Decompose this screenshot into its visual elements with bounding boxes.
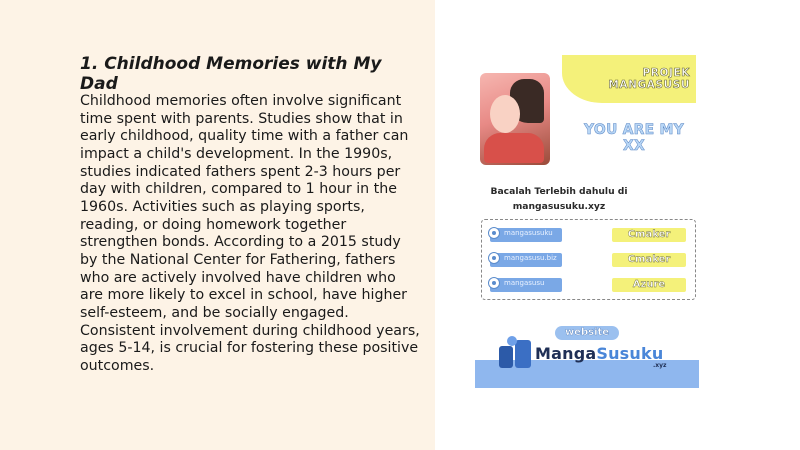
link-row <box>482 275 697 295</box>
site-link-button[interactable] <box>490 278 562 292</box>
mirror-link-button[interactable]: Cmaker <box>612 228 686 242</box>
site-link-label: mangasusuku <box>504 229 553 237</box>
read-first-notice <box>479 184 639 214</box>
banner-title-line1: PROJEK <box>642 67 690 79</box>
site-link-button[interactable] <box>490 253 562 267</box>
logo-name-dark: Manga <box>535 344 597 363</box>
globe-icon <box>488 227 500 239</box>
banner-title <box>580 67 690 91</box>
logo-wordmark <box>535 344 663 363</box>
site-link-button[interactable] <box>490 228 562 242</box>
read-first-line1: Bacalah Terlebih dahulu di <box>490 186 628 197</box>
read-first-line2: mangasusuku.xyz <box>512 201 606 212</box>
globe-icon <box>488 277 500 289</box>
site-link-label: mangasusu <box>504 279 545 287</box>
mirror-link-button[interactable]: Azure <box>612 278 686 292</box>
logo-name-light: Susuku <box>596 344 664 363</box>
logo-suffix: .xyz <box>653 362 667 369</box>
article-heading: 1. Childhood Memories with My Dad <box>80 54 382 94</box>
mirror-link-button[interactable]: Cmaker <box>612 253 686 267</box>
site-link-label: mangasusu.biz <box>504 254 557 262</box>
article-body: Childhood memories often involve significant time spent with parents. Studies show that in early childhood, quality time with a father can impact a child's development. In the 1990s, studies indicated fathers spent 2-3 hours per day with children, compared to 1 hour in the 1960s. Activities such as playing sports, reading, or doing homework together strengthen bonds. According to a 2015 study by the National Center for Fathering, fathers who are actively involved have children who are more likely to excel in school, have higher self-esteem, and be socially engaged. Consistent involvement during childhood years, ages 5-14, is crucial for fostering these positive outcomes. <box>80 93 420 374</box>
illustration-dress <box>484 133 544 163</box>
illustration-face <box>490 95 520 133</box>
link-row <box>482 250 697 270</box>
mirror-links-box <box>481 219 696 300</box>
banner-illustration <box>480 73 550 165</box>
site-logo[interactable] <box>475 324 699 388</box>
banner-title-line2: MANGASUSU <box>608 79 690 91</box>
logo-badge: website <box>555 326 619 340</box>
logo-mark-icon <box>499 336 535 368</box>
link-row <box>482 225 697 245</box>
manga-banner[interactable] <box>480 55 696 167</box>
banner-series-title: YOU ARE MY XX <box>584 122 684 154</box>
globe-icon <box>488 252 500 264</box>
